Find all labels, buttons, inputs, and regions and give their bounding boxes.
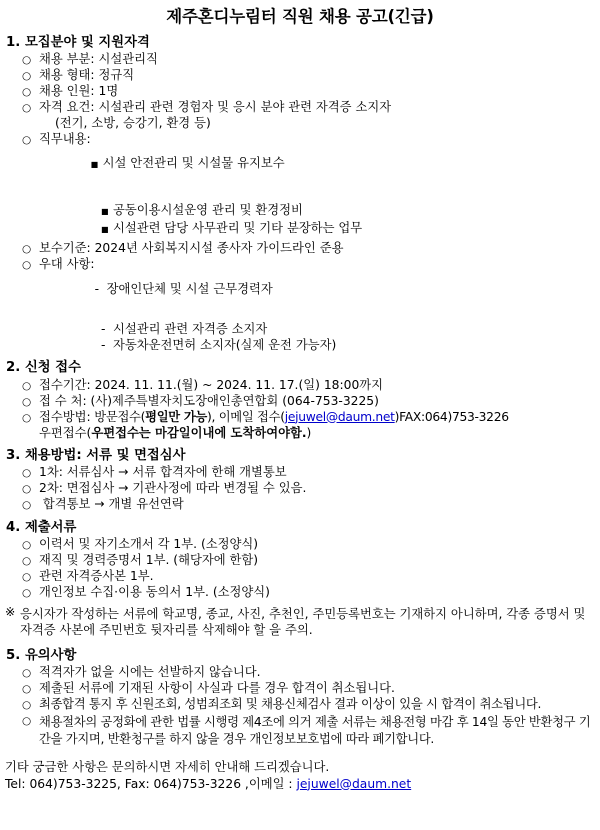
section-application [0, 361, 600, 439]
item-label: 우대 사항: [39, 257, 95, 272]
circle-bullet-icon [22, 85, 39, 98]
circle-bullet-icon [22, 53, 39, 66]
item-value: 제출된 서류에 기재된 사항이 사실과 다를 경우 합격이 취소됩니다. [39, 681, 395, 696]
list-item [22, 379, 600, 392]
item-label: 접수기간: [39, 377, 91, 392]
footer [5, 761, 600, 790]
weekday-only-note: 평일만 가능 [145, 409, 207, 424]
list-item-continuation [55, 117, 600, 129]
item-value: 적격자가 없을 시에는 선발하지 않습니다. [39, 665, 261, 680]
section-number: 5. [6, 647, 21, 663]
dash-bullet-icon [101, 339, 113, 351]
circle-bullet-icon [22, 101, 39, 114]
circle-bullet-icon [22, 242, 39, 255]
item-label: 1차: [39, 465, 63, 480]
circle-bullet-icon [22, 411, 39, 424]
item-value: 합격통보 → 개별 유선연락 [42, 497, 184, 512]
list-item [101, 204, 600, 219]
list-item [101, 339, 600, 351]
footer-inquiry-text: 기타 궁금한 사항은 문의하시면 자세히 안내해 드리겠습니다. [5, 760, 330, 775]
list-item [22, 498, 600, 511]
page-title: 제주혼디누림터 직원 채용 공고(긴급) [166, 7, 434, 26]
list-item-continuation [39, 427, 600, 439]
circle-bullet-icon [22, 498, 39, 511]
list-item [22, 395, 600, 408]
list-item [22, 411, 600, 424]
item-value: 재직 및 경력증명서 1부. (해당자에 한함) [39, 553, 259, 568]
circle-bullet-icon [22, 666, 39, 679]
section-recruitment-field [0, 36, 600, 352]
circle-bullet-icon [22, 538, 39, 551]
item-label: 직무내용: [39, 131, 91, 146]
square-bullet-icon [101, 222, 113, 237]
footer-contact [5, 778, 600, 790]
item-label: 접 수 처: [39, 393, 87, 408]
section-heading [6, 361, 600, 374]
square-bullet-icon [91, 157, 103, 172]
circle-bullet-icon [22, 466, 39, 479]
sub-item-text: 시설관련 담당 사무관리 및 기타 분장하는 업무 [113, 221, 363, 236]
item-value: 방문접수(평일만 가능), 이메일 접수(jejuwel@daum.net)FAX:064)753-3226 [94, 409, 509, 424]
section-title: 신청 접수 [24, 360, 81, 376]
list-item [22, 714, 600, 747]
email-link[interactable]: jejuwel@daum.net [284, 409, 395, 424]
section-heading [6, 521, 600, 534]
circle-bullet-icon [22, 698, 39, 711]
circle-bullet-icon [22, 570, 39, 583]
item-label: 보수기준: [39, 241, 91, 256]
circle-bullet-icon [22, 714, 39, 727]
section-title: 유의사항 [24, 647, 77, 663]
section-number: 1. [6, 34, 21, 50]
section-number: 3. [6, 447, 21, 463]
section-title: 제출서류 [24, 519, 77, 535]
circle-bullet-icon [22, 682, 39, 695]
list-item [22, 242, 600, 255]
item-value: 채용절차의 공정화에 관한 법률 시행령 제4조에 의거 제출 서류는 채용전형 마감 후 14일 동안 반환청구 기간을 가지며, 반환청구를 하지 않을 경우 개인정보보호법에 따라 폐기합니다. [39, 715, 591, 746]
item-value: 1명 [98, 83, 119, 98]
list-item [22, 69, 600, 82]
document-page [0, 9, 600, 830]
section-title: 모집분야 및 지원자격 [24, 34, 150, 50]
list-item [22, 666, 600, 679]
section-heading [6, 36, 600, 49]
item-value: 시설관리 관련 경험자 및 응시 분야 관련 자격증 소지자 [98, 99, 392, 114]
square-bullet-icon [101, 204, 113, 219]
item-value: 최종합격 통지 후 신원조회, 성범죄조회 및 채용신체검사 결과 이상이 있을 시 합격이 취소됩니다. [39, 697, 542, 712]
section-notices [0, 649, 600, 747]
list-item [22, 570, 600, 583]
circle-bullet-icon [22, 395, 39, 408]
footer-contact-text: Tel: 064)753-3225, Fax: 064)753-3226 ,이메일 : [5, 776, 297, 791]
list-item [22, 101, 600, 114]
asterisk-icon: ※ [5, 604, 16, 619]
circle-bullet-icon [22, 482, 39, 495]
list-item [22, 538, 600, 551]
sub-item-text: 시설관리 관련 자격증 소지자 [113, 322, 268, 337]
item-value: 우편접수(우편접수는 마감일이내에 도착하여야함.) [39, 425, 312, 440]
item-label: 2차: [39, 481, 63, 496]
item-label: 자격 요건: [39, 99, 95, 114]
item-value: 시설관리직 [98, 51, 158, 66]
list-item [22, 482, 600, 495]
list-item [101, 323, 600, 335]
section-heading [6, 649, 600, 662]
list-item [22, 682, 600, 695]
list-item [22, 554, 600, 567]
circle-bullet-icon [22, 379, 39, 392]
circle-bullet-icon [22, 554, 39, 567]
list-item [22, 466, 600, 479]
item-value: 면접심사 → 기관사정에 따라 변경될 수 있음. [66, 481, 307, 496]
circle-bullet-icon [22, 133, 39, 146]
list-item [22, 133, 600, 201]
section-heading [6, 449, 600, 462]
footer-email-link[interactable]: jejuwel@daum.net [296, 776, 412, 791]
item-value [91, 133, 600, 201]
list-item [22, 85, 600, 98]
dash-bullet-icon [101, 323, 113, 335]
item-value: 2024. 11. 11.(월) ~ 2024. 11. 17.(일) 18:00까지 [94, 377, 384, 392]
section-number: 2. [6, 360, 21, 376]
item-label: 채용 형태: [39, 67, 95, 82]
postal-deadline-note: 우편접수는 마감일이내에 도착하여야함. [91, 425, 307, 440]
list-item [22, 698, 600, 711]
section-selection-method [0, 449, 600, 511]
circle-bullet-icon [22, 586, 39, 599]
section-number: 4. [6, 519, 21, 535]
circle-bullet-icon [22, 69, 39, 82]
dash-bullet-icon [95, 283, 107, 295]
item-value: 정규직 [98, 67, 135, 82]
section-required-documents [0, 521, 600, 639]
item-label: 채용 부분: [39, 51, 95, 66]
sub-item-text: 장애인단체 및 시설 근무경력자 [106, 281, 273, 296]
list-item [101, 222, 600, 237]
item-value: 2024년 사회복지시설 종사자 가이드라인 준용 [94, 241, 344, 256]
circle-bullet-icon [22, 258, 39, 271]
documents-warning-note [5, 606, 600, 639]
item-value: (전기, 소방, 승강기, 환경 등) [55, 115, 211, 130]
item-value [95, 258, 600, 319]
item-value: 관련 자격증사본 1부. [39, 569, 154, 584]
sub-item-text: 자동차운전면허 소지자(실제 운전 가능자) [113, 338, 337, 353]
note-text: 응시자가 작성하는 서류에 학교명, 종교, 사진, 추천인, 주민등록번호는 기재하지 아니하며, 각종 증명서 및 자격증 사본에 주민번호 뒷자리를 삭제해야 할 을 주의. [20, 606, 586, 638]
section-title: 채용방법: 서류 및 면접심사 [24, 447, 186, 463]
item-value: 서류심사 → 서류 합격자에 한해 개별통보 [66, 465, 287, 480]
item-label: 접수방법: [39, 409, 91, 424]
sub-item-text: 시설 안전관리 및 시설물 유지보수 [102, 156, 285, 171]
item-value: 개인정보 수집·이용 동의서 1부. (소정양식) [39, 585, 270, 600]
list-item [22, 586, 600, 599]
item-label: 채용 인원: [39, 83, 95, 98]
sub-item-text: 공동이용시설운영 관리 및 환경정비 [113, 202, 303, 217]
item-value: 이력서 및 자기소개서 각 1부. (소정양식) [39, 537, 259, 552]
list-item [22, 53, 600, 66]
list-item [22, 258, 600, 319]
item-value: (사)제주특별자치도장애인총연합회 (064-753-3225) [90, 393, 379, 408]
